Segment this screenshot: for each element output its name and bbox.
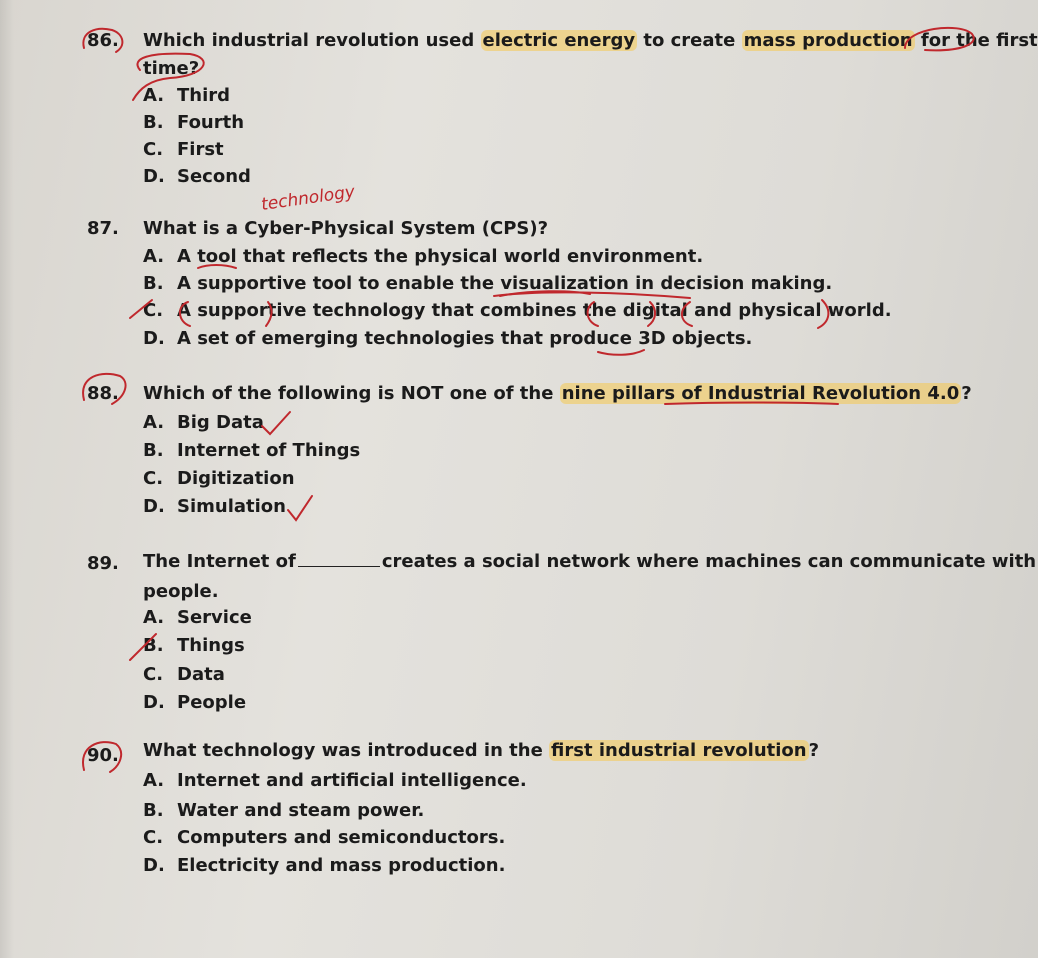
option-letter: A.: [143, 770, 165, 791]
option-letter: B.: [143, 112, 164, 133]
option-c: [143, 300, 892, 321]
option-letter: D.: [143, 855, 165, 876]
option-b: [143, 273, 832, 294]
option-d: [143, 166, 251, 187]
emphasis-text: NOT: [400, 383, 444, 404]
option-b: [143, 440, 360, 461]
option-letter: D.: [143, 328, 165, 349]
option-letter: A.: [143, 246, 165, 267]
option-c: [143, 664, 225, 685]
question-number: 88.: [87, 383, 119, 404]
option-letter: C.: [143, 300, 164, 321]
option-d: [143, 855, 505, 876]
question-text: [143, 740, 819, 761]
option-text: Fourth: [177, 112, 245, 133]
option-text: A supportive technology that combines the digital and physical world.: [177, 300, 892, 321]
option-letter: B.: [143, 635, 164, 656]
question-text-part: What technology was introduced in the: [143, 740, 550, 761]
question-text: [143, 30, 1038, 51]
option-text: Data: [177, 664, 225, 685]
option-letter: A.: [143, 85, 165, 106]
option-letter: D.: [143, 496, 165, 517]
option-text: First: [177, 139, 224, 160]
option-text: Service: [177, 607, 252, 628]
option-text: Electricity and mass production.: [177, 855, 506, 876]
question-text: [143, 383, 972, 404]
underline-mark: [598, 350, 644, 355]
question-number: 87.: [87, 218, 119, 239]
question-number: 86.: [87, 30, 119, 51]
option-c: [143, 139, 224, 160]
option-text: A set of emerging technologies that produce 3D objects.: [177, 328, 753, 349]
option-text: Second: [177, 166, 251, 187]
option-c: [143, 468, 295, 489]
option-text: A tool that reflects the physical world environment.: [177, 246, 704, 267]
option-b: [143, 635, 245, 656]
option-b: [143, 800, 424, 821]
question-text-part: The Internet of: [143, 551, 296, 572]
question-text-part: one of the: [443, 383, 560, 404]
option-text: Internet and artificial intelligence.: [177, 770, 527, 791]
option-c: [143, 827, 505, 848]
question-text: What is a Cyber-Physical System (CPS)?: [143, 218, 549, 239]
question-text-line2: people.: [143, 581, 219, 602]
option-text: Digitization: [177, 468, 295, 489]
option-text: People: [177, 692, 247, 713]
option-text: Simulation: [177, 496, 286, 517]
option-text: Third: [177, 85, 231, 106]
highlighted-text: first industrial revolution: [551, 740, 807, 761]
question-text: [143, 550, 1036, 572]
option-letter: C.: [143, 468, 164, 489]
option-a: [143, 85, 230, 106]
option-text: Water and steam power.: [177, 800, 425, 821]
option-letter: A.: [143, 607, 165, 628]
option-letter: B.: [143, 440, 164, 461]
option-d: [143, 496, 286, 517]
question-text-part: ?: [808, 740, 820, 761]
option-letter: B.: [143, 800, 164, 821]
checkmark-icon: [262, 412, 290, 434]
question-text-part: creates a social network where machines can communicate with: [381, 551, 1037, 572]
question-number: 89.: [87, 553, 119, 574]
option-text: Big Data: [177, 412, 264, 433]
fill-in-blank: [298, 550, 380, 567]
checkmark-icon: [288, 496, 312, 520]
option-letter: C.: [143, 139, 164, 160]
highlighted-text: nine pillars of Industrial Revolution 4.0: [561, 383, 960, 404]
question-text-part: ?: [961, 383, 972, 404]
question-text-part: for the first: [914, 30, 1038, 51]
option-a: [143, 246, 703, 267]
highlighted-text: mass production: [743, 30, 913, 51]
question-text-part: Which industrial revolution used: [143, 30, 481, 51]
option-letter: B.: [143, 273, 164, 294]
question-text-part: Which of the following is: [143, 383, 401, 404]
option-text: Things: [177, 635, 245, 656]
option-text: Computers and semiconductors.: [177, 827, 506, 848]
option-a: [143, 412, 264, 433]
option-a: [143, 607, 252, 628]
option-letter: C.: [143, 664, 164, 685]
option-a: [143, 770, 527, 791]
option-letter: D.: [143, 166, 165, 187]
option-letter: D.: [143, 692, 165, 713]
option-d: [143, 692, 246, 713]
option-text: Internet of Things: [177, 440, 361, 461]
option-letter: C.: [143, 827, 164, 848]
highlighted-text: electric energy: [482, 30, 636, 51]
question-text-part: to create: [637, 30, 742, 51]
option-letter: A.: [143, 412, 165, 433]
question-number: 90.: [87, 745, 119, 766]
page-edge-shadow: [0, 0, 14, 958]
handwritten-note: technology: [259, 182, 357, 215]
question-text-line2: time?: [143, 58, 200, 79]
option-text: A supportive tool to enable the visualization in decision making.: [177, 273, 833, 294]
option-b: [143, 112, 244, 133]
option-d: [143, 328, 752, 349]
